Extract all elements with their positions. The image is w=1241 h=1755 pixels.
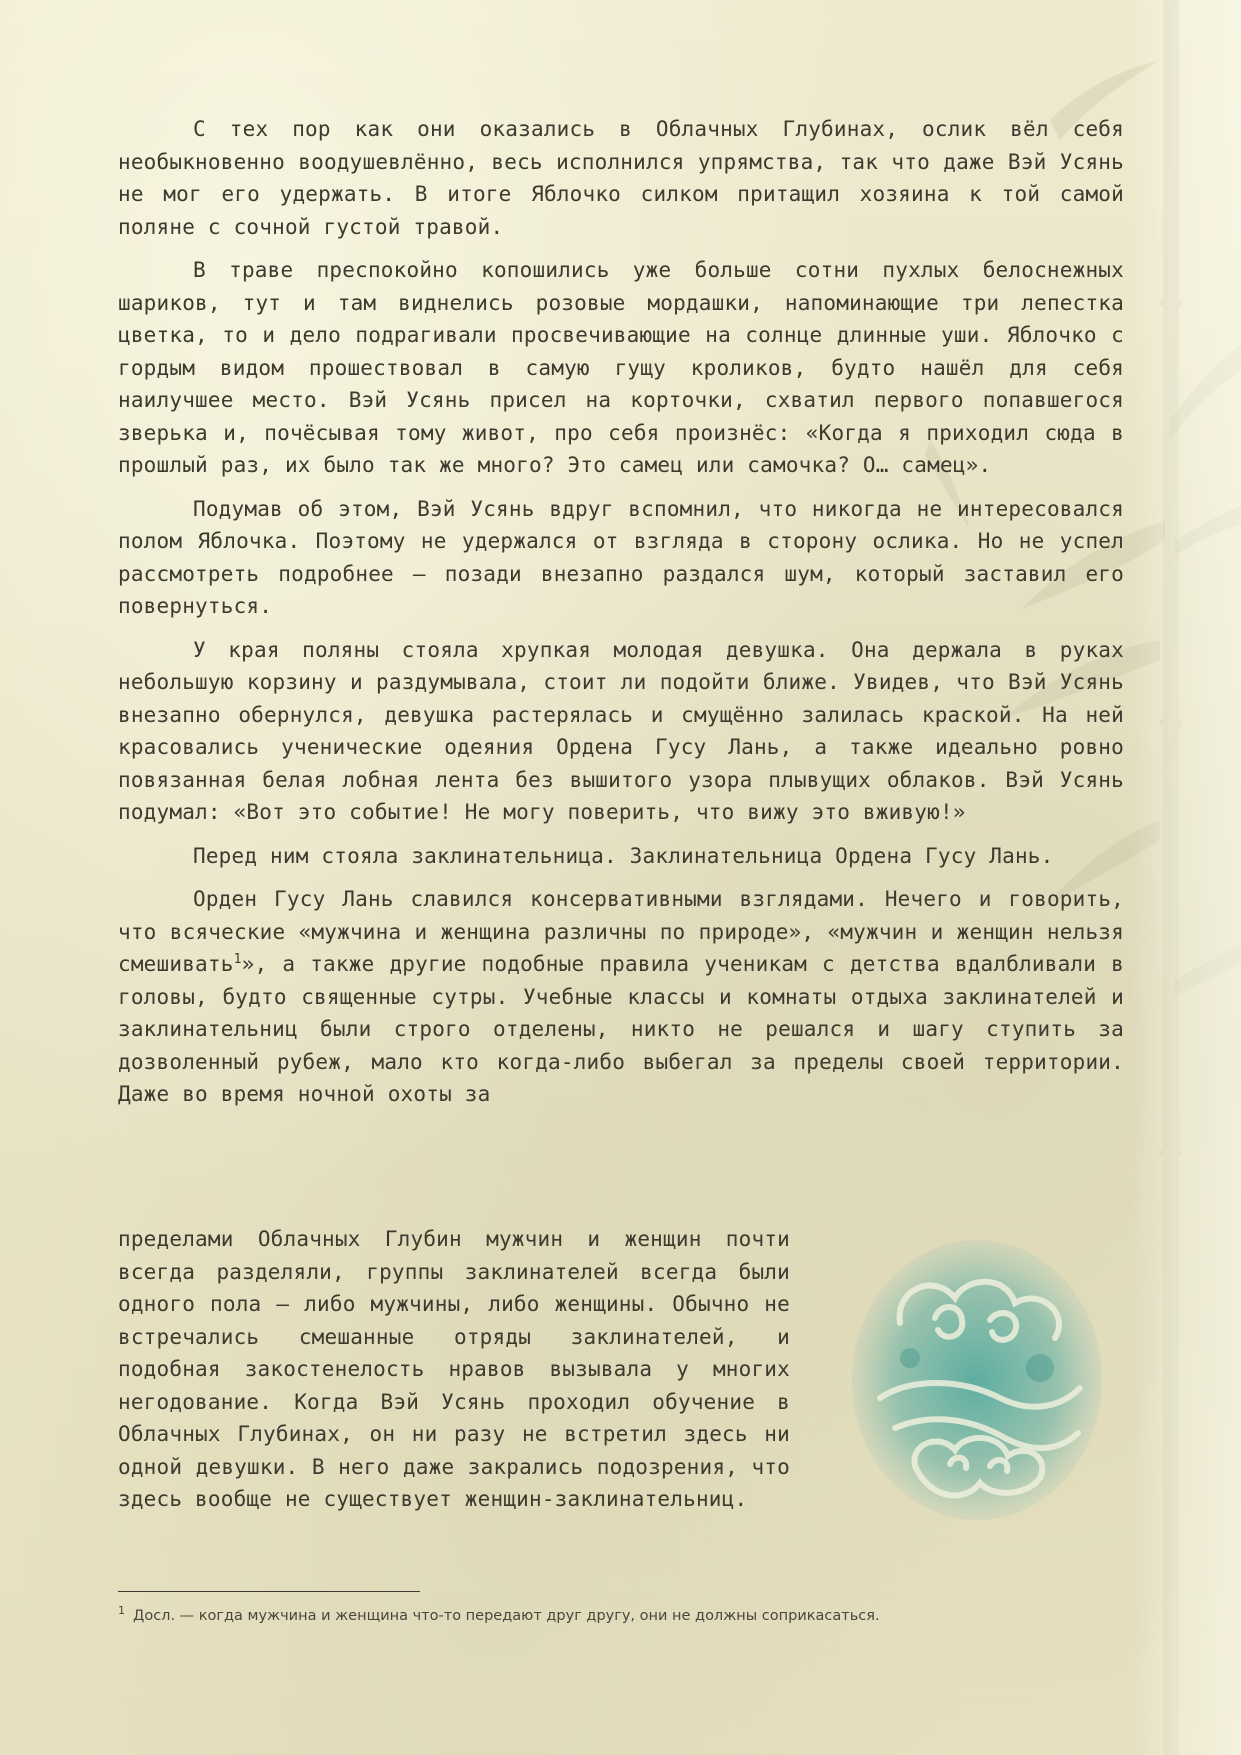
footnote: [118, 1606, 1118, 1626]
paragraph-1: С тех пор как они оказались в Облачных Глубинах, ослик вёл себя необыкновенно воодушевлённо, весь исполнился упрямства, так что даже Вэй Усянь не мог его удержать. В итоге Яблочко силком притащил хозяина к той самой поляне с сочной густой травой.: [118, 117, 1124, 239]
footnote-number: 1: [118, 1604, 125, 1618]
paragraph-3: Подумав об этом, Вэй Усянь вдруг вспомнил, что никогда не интересовался полом Яблочка. Поэтому не удержался от взгляда в сторону ослика. Но не успел рассмотреть подробнее — позади внезапно раздался шум, который заставил его повернуться.: [118, 496, 1124, 618]
cloud-emblem-icon: [840, 1228, 1115, 1528]
paragraph-4: У края поляны стояла хрупкая молодая девушка. Она держала в руках небольшую корзину и раздумывала, стоит ли подойти ближе. Увидев, что Вэй Усянь внезапно обернулся, девушка растерялась и смущённо залилась краской. На ней красовались ученические одеяния Ордена Гусу Лань, а также идеально ровно повязанная белая лобная лента без вышитого узора плывущих облаков. Вэй Усянь подумал: «Вот это событие! Не могу поверить, что вижу это вживую!»: [118, 637, 1124, 824]
wrapped-text-column: [118, 1223, 790, 1516]
paper-highlight: [1131, 0, 1241, 1755]
paragraph-6: [118, 883, 1124, 1111]
paragraph-6-part-1: Орден Гусу Лань славился консервативными взглядами. Нечего и говорить, что всяческие «мужчина и женщина различны по природе», «мужчин и женщин нельзя смешивать: [118, 887, 1124, 976]
paragraph-6-continued: пределами Облачных Глубин мужчин и женщин почти всегда разделяли, группы заклинателей всегда были одного пола — либо мужчины, либо женщины. Обычно не встречались смешанные отряды заклинателей, и подобная закостенелость нравов вызывала у многих негодование. Когда Вэй Усянь проходил обучение в Облачных Глубинах, он ни разу не встретил здесь ни одной девушки. В него даже закрались подозрения, что здесь вообще не существует женщин-заклинательниц.: [118, 1227, 790, 1511]
footnote-reference[interactable]: 1: [233, 952, 242, 967]
paragraph-2: В траве преспокойно копошились уже больше сотни пухлых белоснежных шариков, тут и там виднелись розовые мордашки, напоминающие три лепестка цветка, то и дело подрагивали просвечивающие на солнце длинные уши. Яблочко с гордым видом прошествовал в самую гущу кроликов, будто нашёл для себя наилучшее место. Вэй Усянь присел на корточки, схватил первого попавшегося зверька и, почёсывая тому живот, про себя произнёс: «Когда я приходил сюда в прошлый раз, их было так же много? Это самец или самочка? О… самец».: [118, 258, 1124, 477]
footnote-separator: [118, 1591, 420, 1592]
paragraph-6-part-2: », а также другие подобные правила ученикам с детства вдалбливали в головы, будто священные сутры. Учебные классы и комнаты отдыха заклинателей и заклинательниц были строго отделены, никто не решался и шагу ступить за дозволенный рубеж, мало кто когда-либо выбегал за пределы своей территории. Даже во время ночной охоты за: [118, 952, 1124, 1106]
paragraph-5: Перед ним стояла заклинательница. Заклинательница Ордена Гусу Лань.: [193, 843, 1054, 868]
footnote-text: Досл. — когда мужчина и женщина что-то передают друг другу, они не должны соприкасаться.: [133, 1608, 880, 1624]
body-text: [118, 113, 1124, 1122]
